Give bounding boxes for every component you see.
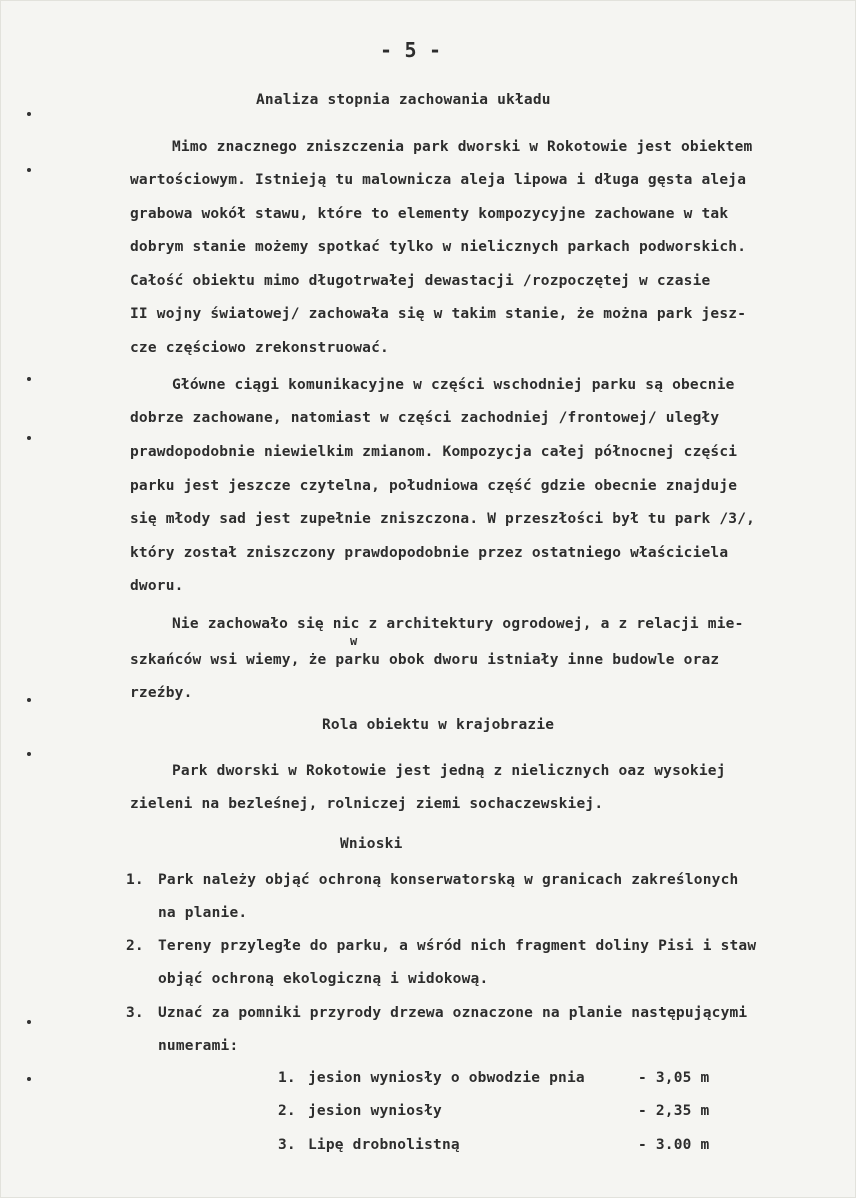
text-line: Nie zachowało się nic z architektury ogrodowej, a z relacji mie- bbox=[172, 616, 744, 632]
margin-mark bbox=[27, 698, 31, 702]
text-line: dobrze zachowane, natomiast w części zachodniej /frontowej/ uległy bbox=[130, 410, 720, 426]
text-line: szkańców wsi wiemy, że parku obok dworu istniały inne budowle oraz bbox=[130, 652, 720, 668]
section-heading: Rola obiektu w krajobrazie bbox=[322, 717, 555, 733]
margin-mark bbox=[27, 436, 31, 440]
margin-mark bbox=[27, 752, 31, 756]
margin-mark bbox=[27, 168, 31, 172]
list-item-text: Tereny przyległe do parku, a wśród nich fragment doliny Pisi i staw bbox=[158, 938, 757, 954]
text-line: grabowa wokół stawu, które to elementy kompozycyjne zachowane w tak bbox=[130, 206, 729, 222]
text-line: II wojny światowej/ zachowała się w takim stanie, że można park jesz- bbox=[130, 306, 747, 322]
tree-number: 1. bbox=[278, 1070, 296, 1086]
list-item-text: numerami: bbox=[158, 1038, 239, 1054]
text-line: dworu. bbox=[130, 578, 184, 594]
text-line: dobrym stanie możemy spotkać tylko w nielicznych parkach podworskich. bbox=[130, 239, 747, 255]
tree-measure: - 2,35 m bbox=[638, 1103, 710, 1119]
list-item-text: Park należy objąć ochroną konserwatorską w granicach zakreślonych bbox=[158, 872, 739, 888]
text-line: cze częściowo zrekonstruować. bbox=[130, 340, 389, 356]
tree-measure: - 3,05 m bbox=[638, 1070, 710, 1086]
text-line: Główne ciągi komunikacyjne w części wschodniej parku są obecnie bbox=[172, 377, 735, 393]
inserted-letter: w bbox=[350, 634, 358, 648]
text-line: Park dworski w Rokotowie jest jedną z nielicznych oaz wysokiej bbox=[172, 763, 726, 779]
section-heading: Wnioski bbox=[340, 836, 403, 852]
section-heading: Analiza stopnia zachowania układu bbox=[256, 92, 551, 108]
tree-measure: - 3.00 m bbox=[638, 1137, 710, 1153]
list-item-text: objąć ochroną ekologiczną i widokową. bbox=[158, 971, 489, 987]
text-line: prawdopodobnie niewielkim zmianom. Kompozycja całej północnej części bbox=[130, 444, 738, 460]
tree-name: jesion wyniosły o obwodzie pnia bbox=[308, 1070, 585, 1086]
list-item-number: 2. bbox=[126, 938, 144, 954]
margin-mark bbox=[27, 1077, 31, 1081]
list-item-text: Uznać za pomniki przyrody drzewa oznaczone na planie następującymi bbox=[158, 1005, 748, 1021]
text-line: Mimo znacznego zniszczenia park dworski w Rokotowie jest obiektem bbox=[172, 139, 753, 155]
tree-number: 2. bbox=[278, 1103, 296, 1119]
list-item-text: na planie. bbox=[158, 905, 248, 921]
margin-mark bbox=[27, 1020, 31, 1024]
text-line: który został zniszczony prawdopodobnie przez ostatniego właściciela bbox=[130, 545, 729, 561]
tree-name: jesion wyniosły bbox=[308, 1103, 442, 1119]
margin-mark bbox=[27, 112, 31, 116]
text-line: Całość obiektu mimo długotrwałej dewastacji /rozpoczętej w czasie bbox=[130, 273, 711, 289]
text-line: się młody sad jest zupełnie zniszczona. W przeszłości był tu park /3/, bbox=[130, 511, 756, 527]
tree-name: Lipę drobnolistną bbox=[308, 1137, 460, 1153]
page-number: - 5 - bbox=[380, 38, 442, 62]
list-item-number: 1. bbox=[126, 872, 144, 888]
list-item-number: 3. bbox=[126, 1005, 144, 1021]
tree-number: 3. bbox=[278, 1137, 296, 1153]
text-line: parku jest jeszcze czytelna, południowa część gdzie obecnie znajduje bbox=[130, 478, 738, 494]
margin-mark bbox=[27, 377, 31, 381]
text-line: zieleni na bezleśnej, rolniczej ziemi sochaczewskiej. bbox=[130, 796, 604, 812]
text-line: rzeźby. bbox=[130, 685, 193, 701]
text-line: wartościowym. Istnieją tu malownicza aleja lipowa i długa gęsta aleja bbox=[130, 172, 747, 188]
